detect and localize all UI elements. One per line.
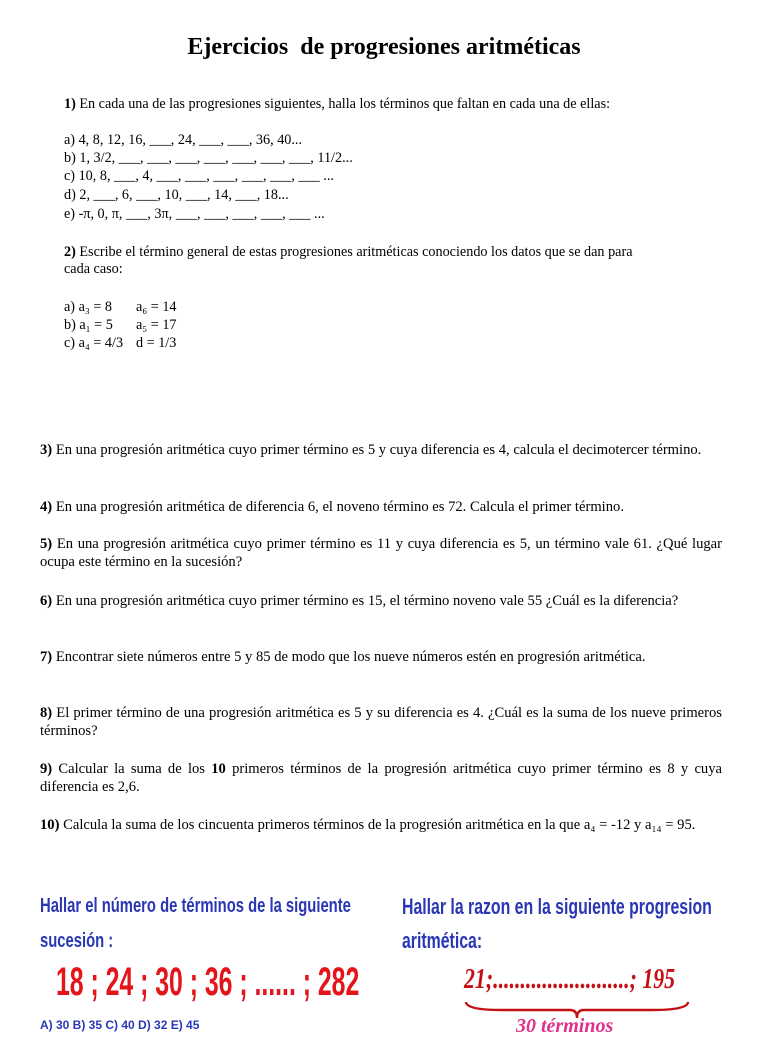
exercise-text-cont: primeros términos de la progresión aritmética cuyo primer término es 8 y cuya diferencia es 2,6. [40, 761, 722, 795]
exercise-2-row-a [64, 299, 177, 316]
exercise-bold-number: 10 [211, 761, 226, 777]
exercise-text: En una progresión aritmética cuyo primer término es 5 y cuya diferencia es 4, calcula el decimotercer término. [52, 442, 702, 458]
row-value: d = 1/3 [136, 335, 177, 351]
row-value: a₆ = 14 [136, 299, 177, 315]
row-label: c) a₄ = 4/3 [64, 335, 124, 351]
exercise-8 [40, 704, 722, 740]
exercise-number: 1) [64, 96, 76, 112]
row-value: a₅ = 17 [136, 317, 177, 333]
exercise-text: Calcular la suma de los [52, 761, 212, 777]
exercise-number: 2) [64, 244, 76, 260]
banner-right-terms [516, 1015, 656, 1037]
exercise-text: En cada una de las progresiones siguientes, halla los términos que faltan en cada una de ellas: [75, 96, 611, 112]
row-label: a) a₃ = 8 [64, 299, 113, 315]
banner-left-line1: Hallar el número de términos de la siguiente [40, 895, 351, 917]
exercise-2-statement [64, 244, 633, 261]
exercise-2-row-b [64, 317, 177, 334]
exercise-1-item-a: a) 4, 8, 12, 16, ___, 24, ___, ___, 36, 40... [64, 132, 303, 148]
exercise-number: 9) [40, 761, 53, 777]
exercise-text: En una progresión aritmética de diferencia 6, el noveno término es 72. Calcula el primer término. [52, 499, 624, 515]
exercise-number: 6) [40, 593, 53, 609]
exercise-1-item-e: e) -π, 0, π, ___, 3π, ___, ___, ___, ___, ___ ... [64, 206, 325, 222]
page-title: Ejercicios de progresiones aritméticas [187, 34, 581, 60]
exercise-number: 7) [40, 649, 53, 665]
exercise-text: En una progresión aritmética cuyo primer término es 15, el término noveno vale 55 ¿Cuál es la diferencia? [52, 593, 679, 609]
row-label: b) a₁ = 5 [64, 317, 113, 333]
banner-left-line2: sucesión : [40, 930, 114, 952]
exercise-number: 3) [40, 442, 53, 458]
exercise-1-statement [64, 96, 610, 113]
exercise-text: Escribe el término general de estas progresiones aritméticas conociendo los datos que se dan para [75, 244, 633, 260]
exercise-1-item-c: c) 10, 8, ___, 4, ___, ___, ___, ___, ___, ___ ... [64, 168, 334, 184]
terms-text: 30 términos [516, 1015, 614, 1037]
exercise-2-row-c [64, 335, 176, 352]
exercise-number: 5) [40, 536, 53, 552]
banner-right-line2: aritmética: [402, 928, 483, 953]
exercise-5 [40, 535, 722, 571]
exercise-2-statement-cont: cada caso: [64, 261, 123, 277]
banner-left-options [40, 1017, 360, 1032]
exercise-4 [40, 498, 722, 516]
exercise-text: En una progresión aritmética cuyo primer término es 11 y cuya diferencia es 5, un término vale 61. ¿Qué lugar ocupa este término en la sucesión? [40, 536, 722, 570]
exercise-number: 8) [40, 705, 53, 721]
exercise-1-item-b: b) 1, 3/2, ___, ___, ___, ___, ___, ___, ___, 11/2... [64, 150, 353, 166]
banner-left-sequence: 18 ; 24 ; 30 ; 36 ; ...... ; 282 [56, 960, 360, 1004]
exercise-10 [40, 816, 722, 834]
options-text: A) 30 B) 35 C) 40 D) 32 E) 45 [40, 1018, 200, 1032]
banner-right-line1: Hallar la razon en la siguiente progresion [402, 894, 712, 919]
exercise-6 [40, 592, 722, 610]
exercise-9 [40, 760, 722, 796]
exercise-7 [40, 648, 722, 666]
exercise-1-item-d: d) 2, ___, 6, ___, 10, ___, 14, ___, 18... [64, 187, 289, 203]
banner-right-sequence: 21;.........................; 195 [464, 964, 676, 995]
exercise-3 [40, 441, 722, 459]
exercise-text: Calcula la suma de los cincuenta primeros términos de la progresión aritmética en la que a₄ = -12 y a₁₄ = 95. [59, 817, 696, 833]
exercise-number: 10) [40, 817, 60, 833]
exercise-number: 4) [40, 499, 53, 515]
exercise-text: El primer término de una progresión aritmética es 5 y su diferencia es 4. ¿Cuál es la suma de los nueve primeros términos? [40, 705, 722, 739]
exercise-text: Encontrar siete números entre 5 y 85 de modo que los nueve números estén en progresión aritmética. [52, 649, 646, 665]
